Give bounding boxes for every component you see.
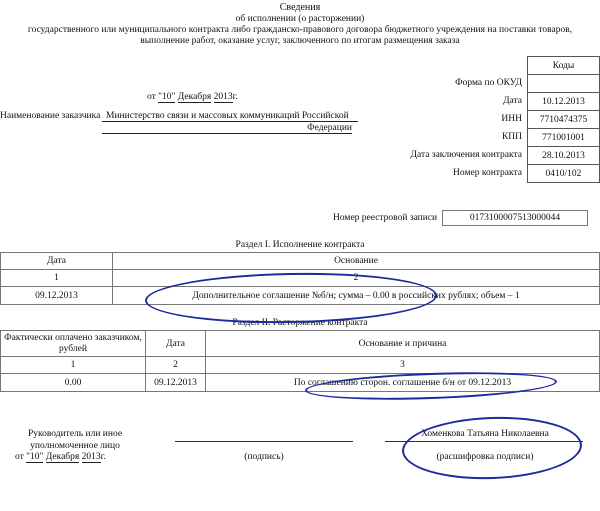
signer-date-month: Декабря [45, 452, 80, 462]
signature-line [175, 441, 353, 442]
label-inn: ИНН [501, 114, 522, 124]
code-kpp: 771001001 [528, 129, 600, 147]
section1-row-basis: Дополнительное соглашение №б/н; сумма – 0.00 в российских рублях; объем – 1 [113, 287, 600, 305]
label-kpp: КПП [501, 132, 522, 142]
signer-name: Хоменкова Татьяна Николаевна [421, 429, 549, 439]
name-line [385, 441, 583, 442]
highlight-oval-signature [401, 414, 583, 482]
customer-name: Министерство связи и массовых коммуникаций Российской [102, 111, 358, 122]
customer-name-2: Федерации [102, 123, 352, 134]
signer-date-day: "10" [26, 452, 44, 462]
section2-row-paid: 0.00 [1, 374, 146, 392]
section1-header-basis: Основание [113, 253, 600, 270]
report-date-suffix: г. [232, 92, 238, 102]
label-contract-number: Номер контракта [453, 168, 522, 178]
section1-table [0, 252, 600, 305]
name-caption: (расшифровка подписи) [436, 452, 534, 462]
signer-role-line2: уполномоченное лицо [30, 441, 120, 451]
document-title: Сведения [279, 2, 321, 13]
signer-role-line1: Руководитель или иное [27, 429, 123, 439]
section1-col-num-1: 1 [1, 270, 113, 287]
report-date-prefix: от [147, 92, 156, 102]
codes-header: Коды [528, 57, 600, 75]
code-contract-date: 28.10.2013 [528, 147, 600, 165]
customer-label: Наименование заказчика [0, 111, 101, 121]
signature-caption: (подпись) [244, 452, 284, 462]
section1-col-num-2: 2 [113, 270, 600, 287]
label-contract-date: Дата заключения контракта [410, 150, 522, 160]
section2-header-paid: Фактически оплачено заказчиком, рублей [1, 331, 146, 357]
signer-date-suffix: г. [100, 452, 106, 462]
section2-col-num-1: 1 [1, 357, 146, 374]
code-okud [528, 75, 600, 93]
code-contract-number: 0410/102 [528, 165, 600, 183]
signer-date [15, 452, 106, 462]
section1-row-date: 09.12.2013 [1, 287, 113, 305]
report-date-year: 2013 [213, 92, 233, 102]
document-subtitle: об исполнении (о расторжении) [235, 14, 365, 24]
section1-header-date: Дата [1, 253, 113, 270]
document-subtitle-2: государственного или муниципального контракта либо гражданско-правового договора бюджетного учреждения на поставки товаров, [27, 25, 573, 35]
signer-date-year: 2013 [81, 452, 101, 462]
registry-label: Номер реестровой записи [333, 213, 438, 223]
signer-date-prefix: от [15, 452, 24, 462]
section2-header-reason: Основание и причина [206, 331, 600, 357]
codes-table [527, 56, 600, 183]
section2-header-date: Дата [146, 331, 206, 357]
code-inn: 7710474375 [528, 111, 600, 129]
report-date [147, 92, 238, 102]
section2-row-reason: По соглашению сторон. соглашение б/н от 09.12.2013 [206, 374, 600, 392]
report-date-month: Декабря [177, 92, 212, 102]
registry-number: 0173100007513000044 [442, 210, 588, 226]
signer-role [5, 428, 145, 452]
section2-row-date: 09.12.2013 [146, 374, 206, 392]
section2-col-num-2: 2 [146, 357, 206, 374]
code-date: 10.12.2013 [528, 93, 600, 111]
section1-title: Раздел I. Исполнение контракта [235, 240, 365, 250]
section2-col-num-3: 3 [206, 357, 600, 374]
section2-title: Раздел II. Расторжение контракта [232, 318, 368, 328]
document-subtitle-3: выполнение работ, оказание услуг, заключенного по итогам размещения заказа [140, 36, 460, 46]
label-date: Дата [503, 96, 522, 106]
section2-table [0, 330, 600, 392]
report-date-day: "10" [158, 92, 176, 102]
label-okud: Форма по ОКУД [455, 78, 522, 88]
